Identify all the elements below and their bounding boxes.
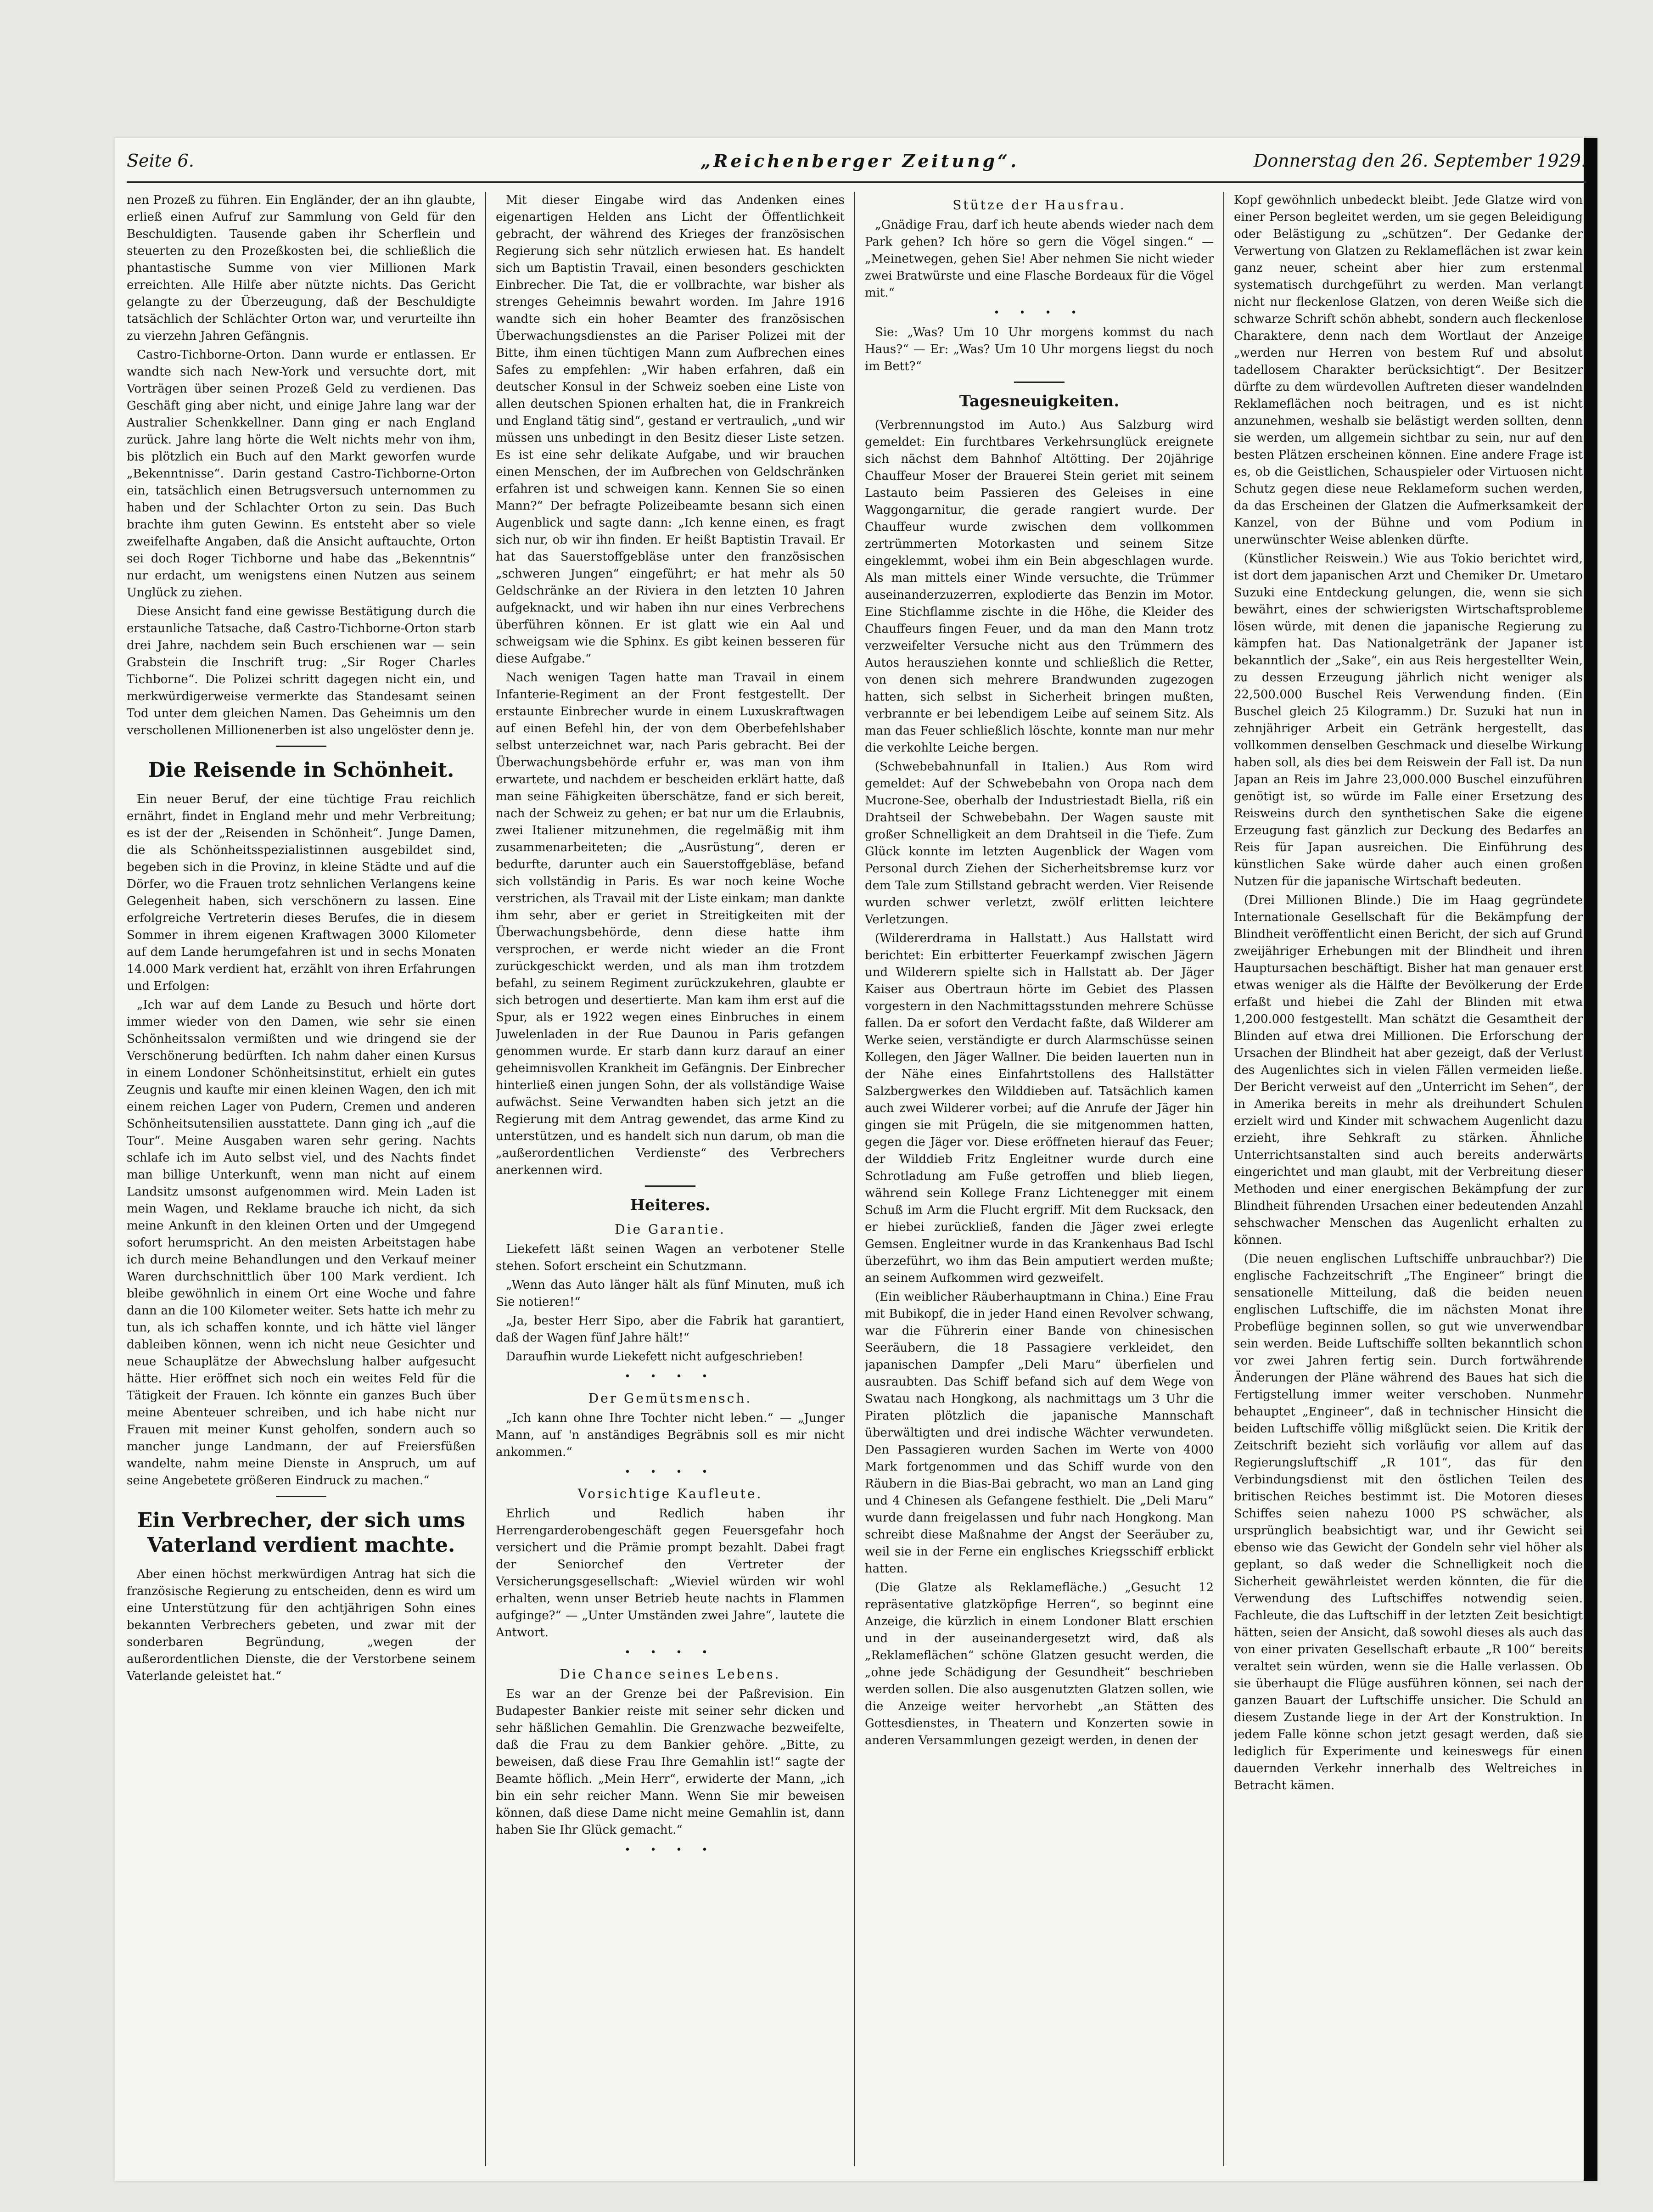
article-text: (Künstlicher Reiswein.) Wie aus Tokio berichtet wird, ist dort dem japanischen Arzt und Chemiker Dr. Umetaro Suzuki eine Entdeckung gelungen, die, wenn sie sich bewährt, eines der schwierigsten Wirtschaftsprobleme lösen würde, mit denen die japanische Regierung zu kämpfen hat. Das Nationalgetränk der Japaner ist bekanntlich der „Sake“, ein aus Reis hergestellter Wein, zu dessen Erzeugung jährlich nicht weniger als 22,500.000 Buschel Reis Verwendung finden. (Ein Buschel gleich 25 Kilogramm.) Dr. Suzuki hat nun in zehnjähriger Arbeit ein Getränk hergestellt, das vollkommen denselben Geschmack und dieselbe Wirkung haben soll, als dies bei dem Reiswein der Fall ist. Da nun Japan an Reis im Jahre 23,000.000 Buschel einzuführen genötigt ist, so würde im Falle einer Ersetzung des Reisweins durch den synthetischen Sake die eigene Erzeugung fast gänzlich zur Deckung des Bedarfes an Reis für Japan ausreichen. Die Einführung des künstlichen Sake würde daher auch einen großen Nutzen für die japanische Wirtschaft bedeuten. [1234,552,1583,888]
article-text: „Ich war auf dem Lande zu Besuch und hörte dort immer wieder von den Damen, wie sehr sie einen Schönheitssalon vermißten und wie dringend sie der Verschönerung bedürften. Ich nahm daher einen Kursus in einem Londoner Schönheitsinstitut, erhielt ein gutes Zeugnis und kaufte mir einen kleinen Wagen, den ich mit einem reichen Lager von Pudern, Cremen und anderen Schönheitsutensilien ausstattete. Dann ging ich „auf die Tour“. Meine Ausgaben waren sehr gering. Nachts schlafe ich im Auto selbst viel, und des Nachts findet man billige Unterkunft, wenn man nicht auf einem Landsitz umsonst aufgenommen wird. Mein Laden ist mein Wagen, und Reklame brauche ich nicht, da sich meine Ankunft in den kleinen Orten und der Umgegend sofort herumspricht. An den meisten Arbeitstagen habe ich durch meine Behandlungen und den Verkauf meiner Waren durchschnittlich über 100 Mark verdient. Ich bleibe gewöhnlich in einem Ort eine Woche und fahre dann an die 100 Kilometer weiter. Sets hatte ich mehr zu tun, als ich schaffen konnte, und ich hätte viel länger dableiben können, wenn ich nicht neue Gesichter und neue Schauplätze der Abwechslung halber aufgesucht hätte. Hier eröffnet sich noch ein weites Feld für die Tätigkeit der Frauen. Ich könnte ein ganzes Buch über meine Abenteuer schreiben, und ich habe nicht nur Frauen mit meiner Kunst geholfen, sondern auch so mancher junge Landmann, der auf Freiersfüßen wandelte, nahm meine Dienste in Anspruch, um auf seine Angebetete größeren Eindruck zu machen.“ [127,998,476,1488]
article-text: Liekefett läßt seinen Wagen an verbotener Stelle stehen. Sofort erscheint ein Schutzmann. [496,1242,845,1273]
column-divider [1223,192,1224,2166]
article-text: Diese Ansicht fand eine gewisse Bestätigung durch die erstaunliche Tatsache, daß Castro-Tichborne-Orton starb drei Jahre, nachdem sein Buch erschienen war — sein Grabstein die Inschrift trug: „Sir Roger Charles Tichborne“. Die Polizei schritt dagegen nicht ein, und merkwürdigerweise vermerkte das Standesamt seinen Tod unter dem gleichen Namen. Das Geheimnis um den verschollenen Millionenerben ist also ungelöster denn je. [127,605,476,737]
article-text: nen Prozeß zu führen. Ein Engländer, der an ihn glaubte, erließ einen Aufruf zur Sammlung von Geld für den Beschuldigten. Tausende gaben ihr Scherflein und steuerten zu den Prozeßkosten bei, die schließlich die phantastische Summe von vier Millionen Mark erreichten. Alle Hilfe aber nützte nichts. Das Gericht gelangte zu der Überzeugung, daß der Beschuldigte tatsächlich der Schlächter Orton war, und verurteilte ihn zu vierzehn Jahren Gefängnis. [127,193,476,343]
article-divider [276,746,326,747]
page-number: Seite 6. [127,151,194,171]
ornament-dots: • • • • [624,1647,716,1658]
scan-border-right [1584,138,1597,2181]
article-text: (Die neuen englischen Luftschiffe unbrauchbar?) Die englische Fachzeitschrift „The Engineer“ bringt die sensationelle Mitteilung, daß die beiden neuen englischen Luftschiffe, die im nächsten Monat ihre Probeflüge beginnen sollen, so gut wie unverwendbar sein werden. Beide Luftschiffe sollten bekanntlich schon vor zwei Jahren fertig sein. Durch fortwährende Änderungen der Pläne während des Baues hat sich die Fertigstellung immer weiter verschoben. Nunmehr behauptet „Engineer“, daß in technischer Hinsicht die beiden Luftschiffe völlig mißglückt seien. Die Kritik der Zeitschrift bezieht sich vorläufig vor allem auf das Regierungsluftschiff „R 101“, das für den Verbindungsdienst mit den östlichen Teilen des britischen Reiches bestimmt ist. Die Motoren dieses Schiffes seien nahezu 1000 PS schwächer, als ursprünglich beabsichtigt war, und ihr Gewicht sei ebenso wie das Gewicht der Gondeln sehr viel höher als geplant, so daß weder die Schnelligkeit noch die Sicherheit gewährleistet werden könnten, die für die Verwendung des Luftschiffes notwendig seien. Fachleute, die das Luftschiff in der letzten Zeit besichtigt hätten, seien der Ansicht, daß sowohl dieses als auch das von einer privaten Gesellschaft erbaute „R 100“ bereits veraltet sein würden, wenn sie die Halle verlassen. Ob sie überhaupt die Flüge ausführen können, sei nach der ganzen Bauart der Luftschiffe unsicher. Die Schuld an diesem Zustande liege in der Art der Konstruktion. In jedem Falle könne schon jetzt gesagt werden, daß sie lediglich für Experimente und keineswegs für einen dauernden Verkehr innerhalb des Weltreiches in Betracht kämen. [1234,1252,1583,1792]
headline-reisende: Die Reisende in Schönheit. [148,758,454,782]
section-heiteres: Heiteres. [630,1196,711,1214]
article-text: Daraufhin wurde Liekefett nicht aufgeschrieben! [506,1350,803,1364]
article-text: Ehrlich und Redlich haben ihr Herrengarderobengeschäft gegen Feuersgefahr hoch versichert und die Prämie prompt bezahlt. Dabei fragt der Seniorchef den Vertreter der Versicherungsgesellschaft: „Wieviel würden wir wohl erhalten, wenn unser Betrieb heute nachts in Flammen aufginge?“ — „Unter Umständen zwei Jahre“, lautete die Antwort. [496,1507,845,1639]
header-rule [127,181,1586,183]
joke-title: Vorsichtige Kaufleute. [577,1486,763,1501]
column-divider [854,192,855,2166]
article-text: (Ein weiblicher Räuberhauptmann in China.) Eine Frau mit Bubikopf, die in jeder Hand einen Revolver schwang, war die Führerin einer Bande von chinesischen Seeräubern, die 18 Passagiere verkleidet, den japanischen Dampfer „Deli Maru“ überfielen und ausraubten. Das Schiff befand sich auf dem Wege von Swatau nach Hongkong, als nachmittags um 3 Uhr die Piraten plötzlich die japanische Mannschaft überwältigten und drei indische Wächter verwundeten. Den Passagieren wurden Sachen im Werte von 4000 Mark fortgenommen und das Schiff wurde von den Räubern in die Bias-Bai gebracht, wo man an Land ging und 4 Chinesen als Gefangene festhielt. Die „Deli Maru“ wurde dann freigelassen und fuhr nach Hongkong. Man schreibt diese Maßnahme der Angst der Seeräuber zu, weil sie in der Ferne ein englisches Kriegsschiff erblickt hatten. [865,1290,1214,1576]
section-tagesneuigkeiten: Tagesneuigkeiten. [959,392,1120,410]
article-text: Nach wenigen Tagen hatte man Travail in einem Infanterie-Regiment an der Front festgestellt. Der erstaunte Einbrecher wurde in einem Luxuskraftwagen auf einen Befehl hin, der von dem Oberbefehlshaber selbst unterzeichnet war, nach Paris gebracht. Bei der Überwachungsbehörde erfuhr er, was man von ihm erwartete, und nachdem er bescheiden erklärt hatte, daß man seine Fähigkeiten überschätze, fand er sich bereit, nach der Schweiz zu gehen; er bat nur um die Erlaubnis, zwei Italiener mitzunehmen, die regelmäßig mit ihm zusammenarbeiteten; die „Ausrüstung“, deren er bedurfte, darunter auch ein Sauerstoffgebläse, befand sich vollständig in Paris. Es war noch keine Woche verstrichen, als Travail mit der Liste einkam; man dankte ihm sehr, aber er geriet in Streitigkeiten mit der Überwachungsbehörde, denn diese hatte ihm versprochen, er werde nicht wieder an die Front zurückgeschickt werden, und als man ihm trotzdem befahl, zu seinem Regiment zurückzukehren, glaubte er sich betrogen und desertierte. Man kam ihm erst auf die Spur, als er 1922 wegen eines Einbruches in einem Juwelenladen in der Rue Daunou in Paris gefangen genommen wurde. Er starb dann kurz darauf an einer geheimnisvollen Krankheit im Gefängnis. Der Einbrecher hinterließ einen jungen Sohn, der als vollständige Waise aufwächst. Seine Verwandten haben sich jetzt an die Regierung mit dem Antrag gewendet, das arme Kind zu unterstützen, und es handelt sich nun darum, ob man die „außerordentlichen Verdienste“ des Verbrechers anerkennen wird. [496,671,845,1177]
article-text: (Die Glatze als Reklamefläche.) „Gesucht 12 repräsentative glatzköpfige Herren“, so beginnt eine Anzeige, die kürzlich in einem Londoner Blatt erschien und in der auseinandergesetzt wird, daß als „Reklameflächen“ schöne Glatzen gesucht werden, die „ohne jede Schädigung der Gesundheit“ beschrieben werden sollen. Die also ausgenutzten Glatzen sollen, wie die Anzeige weiter hervorhebt „an Stätten des Gottesdienstes, in Theatern und Konzerten sowie in anderen Versammlungen gezeigt werden, in denen der [865,1581,1214,1747]
article-text: „Wenn das Auto länger hält als fünf Minuten, muß ich Sie notieren!“ [496,1278,845,1309]
article-text: Es war an der Grenze bei der Paßrevision. Ein Budapester Bankier reiste mit seiner sehr dicken und sehr häßlichen Gemahlin. Die Grenzwache bezweifelte, daß die Frau zu dem Bankier gehöre. „Bitte, zu beweisen, daß diese Frau Ihre Gemahlin ist!“ sagte der Beamte höflich. „Mein Herr“, erwiderte der Mann, „ich bin ein sehr reicher Mann. Wenn Sie mir beweisen können, daß diese Dame nicht meine Gemahlin ist, dann haben Sie Ihr Glück gemacht.“ [496,1687,845,1837]
article-divider [645,1185,695,1187]
headline-verbrecher: Ein Verbrecher, der sich ums Vaterland verdient machte. [137,1509,465,1557]
ornament-dots: • • • • [993,307,1085,319]
article-text: „Ja, bester Herr Sipo, aber die Fabrik hat garantiert, daß der Wagen fünf Jahre hält!“ [496,1314,845,1345]
article-text: Aber einen höchst merkwürdigen Antrag hat sich die französische Regierung zu entscheiden, denn es wird um eine Unterstützung für den achtjährigen Sohn eines bekannten Verbrechers gebeten, und zwar mit der sonderbaren Begründung, „wegen der außerordentlichen Dienste, die der Verstorbene seinem Vaterlande geleistet hat.“ [127,1567,476,1683]
issue-date: Donnerstag den 26. September 1929. [1253,151,1586,171]
joke-title: Die Chance seines Lebens. [560,1667,781,1682]
article-text: (Drei Millionen Blinde.) Die im Haag gegründete Internationale Gesellschaft für die Bekämpfung der Blindheit veröffentlicht einen Bericht, der sich auf Grund zweijähriger Erhebungen mit der Blindheit und ihren Hauptursachen beschäftigt. Bisher hat man genauer erst etwas weniger als die Hälfte der Bevölkerung der Erde erfaßt und hiebei die Zahl der Blinden mit etwa 1,200.000 festgestellt. Man schätzt die Gesamtheit der Blinden auf etwa drei Millionen. Die Erforschung der Ursachen der Blindheit hat aber gezeigt, daß der Verlust des Augenlichtes sich in vielen Fällen vermeiden ließe. Der Bericht verweist auf den „Unterricht im Sehen“, der in Amerika bereits in mehr als dreihundert Schulen erzielt wird und Kinder mit schwachem Augenlicht dazu erzieht, ihre Sehkraft zu stärken. Ähnliche Unterrichtsanstalten sind auch bereits anderwärts eingerichtet und man glaubt, mit der Verbreitung dieser Methoden und einer energischen Bekämpfung der zur Blindheit führenden Ursachen einer bedeutenden Anzahl sehschwacher Menschen das Augenlicht erhalten zu können. [1234,893,1583,1247]
article-divider [276,1496,326,1497]
article-text: Ein neuer Beruf, der eine tüchtige Frau reichlich ernährt, findet in England mehr und mehr Verbreitung; es ist der der „Reisenden in Schönheit“. Junge Damen, die als Schönheitsspezialistinnen ausgebildet sind, begeben sich in die Provinz, in kleine Städte und auf die Dörfer, wo die Frauen trotz sehnlichen Verlangens keine Gelegenheit haben, sich verschönern zu lassen. Eine erfolgreiche Vertreterin dieses Berufes, die in diesem Sommer in ihrem eigenen Kraftwagen 3000 Kilometer auf dem Lande herumgefahren ist und in sechs Monaten 14.000 Mark verdient hat, erzählt von ihren Erfahrungen und Erfolgen: [127,792,476,993]
newspaper-page [115,138,1597,2181]
article-divider [1014,382,1065,383]
joke-title: Die Garantie. [615,1222,726,1237]
newspaper-title: „Reichenberger Zeitung“. [700,151,1020,171]
page-header [127,147,1586,174]
ornament-dots: • • • • [624,1466,716,1478]
article-text: Mit dieser Eingabe wird das Andenken eines eigenartigen Helden ans Licht der Öffentlichkeit gebracht, der während des Krieges der französischen Regierung sich sehr nützlich erwiesen hat. Es handelt sich um Baptistin Travail, einen besonders geschickten Einbrecher. Die Tat, die er vollbrachte, war bisher als strenges Geheimnis bewahrt worden. Im Jahre 1916 wandte sich ein hoher Beamter des französischen Überwachungsdienstes an die Pariser Polizei mit der Bitte, ihm einen tüchtigen Mann zum Aufbrechen eines Safes zu empfehlen: „Wir haben erfahren, daß ein deutscher Konsul in der Schweiz soeben eine Liste von allen deutschen Spionen erhalten hat, die in Frankreich und England tätig sind“, gestand er vertraulich, „und wir müssen uns unbedingt in den Besitz dieser Liste setzen. Es ist eine sehr delikate Aufgabe, und wir brauchen einen Menschen, der im Aufbrechen von Geldschränken erfahren ist und schweigen kann. Kennen Sie so einen Mann?“ Der befragte Polizeibeamte besann sich einen Augenblick und sagte dann: „Ich kenne einen, es fragt sich nur, ob wir ihn finden. Er heißt Baptistin Travail. Er hat das Sauerstoffgebläse unter den französischen „schweren Jungen“ eingeführt; er hat mehr als 50 Geldschränke an der Riviera in den letzten 10 Jahren aufgeknackt, und wir haben ihn nur eines Verbrechens überführen können. Er ist glatt wie ein Aal und schweigsam wie die Sphinx. Es gibt keinen besseren für diese Aufgabe.“ [496,193,845,666]
article-text: Castro-Tichborne-Orton. Dann wurde er entlassen. Er wandte sich nach New-York und versuchte dort, mit Vorträgen über seinen Prozeß Geld zu verdienen. Das Geschäft ging aber nicht, und einige Jahre lang war der Australier Schenkkellner. Dann ging er nach England zurück. Jahre lang hörte die Welt nichts mehr von ihm, bis plötzlich ein Buch auf den Markt geworfen wurde „Bekenntnisse“. Darin gestand Castro-Tichborne-Orton ein, tatsächlich einen Betrugsversuch unternommen zu haben und der Schlachter Orton zu sein. Das Buch brachte ihm guten Gewinn. Es entsteht aber so viele zweifelhafte Angaben, daß die Ansicht auftauchte, Orton sei doch Roger Tichborne und habe das „Bekenntnis“ nur erdacht, um wenigstens einen Nutzen aus seinem Unglück zu ziehen. [127,348,476,600]
article-text: (Verbrennungstod im Auto.) Aus Salzburg wird gemeldet: Ein furchtbares Verkehrsunglück ereignete sich nächst dem Bahnhof Altötting. Der 20jährige Chauffeur Moser der Brauerei Stein geriet mit seinem Lastauto beim Passieren des Geleises in eine Waggongarnitur, die gerade rangiert wurde. Der Chauffeur wurde zwischen dem vollkommen zertrümmerten Motorkasten und seinem Sitze eingeklemmt, wobei ihm ein Bein abgeschlagen wurde. Als man mittels einer Winde versuchte, die Trümmer auseinanderzuzerren, explodierte das Benzin im Motor. Eine Stichflamme zischte in die Höhe, die Kleider des Chauffeurs fingen Feuer, und da man den Mann trotz verzweifelter Versuche nicht aus den Trümmern des Autos herausziehen konnte und schließlich die Retter, von denen sich mehrere Brandwunden zugezogen hatten, sich selbst in Sicherheit bringen mußten, verbrannte er bei lebendigem Leibe auf seinem Sitz. Als man das Feuer schließlich löschte, konnte man nur mehr die verkohlte Leiche bergen. [865,418,1214,755]
column-2 [496,192,845,2166]
column-divider [485,192,486,2166]
article-text: „Ich kann ohne Ihre Tochter nicht leben.“ — „Junger Mann, auf 'n anständiges Begräbnis soll es mir nicht ankommen.“ [496,1411,845,1459]
column-3 [865,192,1214,2166]
ornament-dots: • • • • [624,1371,716,1382]
ornament-dots: • • • • [624,1844,716,1856]
article-text: Sie: „Was? Um 10 Uhr morgens kommst du nach Haus?“ — Er: „Was? Um 10 Uhr morgens liegst du noch im Bett?“ [865,326,1214,373]
joke-title: Stütze der Hausfrau. [953,197,1126,213]
joke-title: Der Gemütsmensch. [588,1391,752,1406]
column-4 [1234,192,1583,2166]
article-text: (Schwebebahnunfall in Italien.) Aus Rom wird gemeldet: Auf der Schwebebahn von Oropa nach dem Mucrone-See, oberhalb der Industriestadt Biella, riß ein Drahtseil der Schwebebahn. Der Wagen sauste mit großer Schnelligkeit an dem Drahtseil in die Tiefe. Zum Glück konnte im letzten Augenblick der Wagen vom Personal durch Ziehen der Sicherheitsbremse kurz vor dem Tale zum Stillstand gebracht werden. Vier Reisende wurden schwer verletzt, zwölf erlitten leichtere Verletzungen. [865,760,1214,926]
article-text: Kopf gewöhnlich unbedeckt bleibt. Jede Glatze wird von einer Person begleitet werden, um sie gegen Beleidigung oder Belästigung zu „schützen“. Der Gedanke der Verwertung von Glatzen zu Reklameflächen ist zwar kein ganz neuer, scheint aber hier zum erstenmal systematisch durchgeführt zu werden. Man verlangt nicht nur fleckenlose Glatzen, von deren Weiße sich die schwarze Schrift schön abhebt, sondern auch fleckenlose Charaktere, denn nach dem Wortlaut der Anzeige „werden nur Herren von bestem Ruf und absolut tadellosem Charakter berücksichtigt“. Der Besitzer dürfte zu dem würdevollen Auftreten dieser wandelnden Reklameflächen noch beitragen, und es ist nicht anzunehmen, weshalb sie belästigt werden sollten, denn sie werden, um allgemein sichtbar zu sein, nur auf den besten Plätzen erscheinen können. Eine andere Frage ist es, ob die Geistlichen, Schauspieler oder Virtuosen nicht Schutz gegen diese neue Reklameform suchen werden, da das Erscheinen der Glatzen die Aufmerksamkeit der Kanzel, von der Bühne und vom Podium in unerwünschter Weise ablenken dürfte. [1234,193,1583,547]
column-1 [127,192,476,2166]
article-text: (Wildererdrama in Hallstatt.) Aus Hallstatt wird berichtet: Ein erbitterter Feuerkampf zwischen Jägern und Wilderern spielte sich in Hallstatt ab. Der Jäger Kaiser aus Obertraun hörte im Gebiet des Plassen vorgestern in den Nachmittagsstunden mehrere Schüsse fallen. Da er sofort den Verdacht faßte, daß Wilderer am Werke seien, verständigte er durch Alarmschüsse seinen Kollegen, den Jäger Wallner. Die beiden lauerten nun in der Nähe eines Einfahrtstollens des Hallstätter Salzbergwerkes den Wilddieben auf. Tatsächlich kamen auch zwei Wilderer vorbei; auf die Anrufe der Jäger hin gingen sie mit Prügeln, die sie mitgenommen hatten, gegen die Jäger vor. Diese eröffneten hierauf das Feuer; der Wilddieb Fritz Engleitner wurde durch eine Schrotladung am Fuße getroffen und blieb liegen, während sein Kollege Franz Lichtenegger mit einem Schuß im Arm die Flucht ergriff. Mit dem Rucksack, den er hiebei zurückließ, fanden die Jäger zwei erlegte Gemsen. Engleitner wurde in das Krankenhaus Bad Ischl überzeführt, wo ihm das Bein amputiert werden mußte; an seinem Aufkommen wird gezweifelt. [865,932,1214,1285]
article-text: „Gnädige Frau, darf ich heute abends wieder nach dem Park gehen? Ich höre so gern die Vögel singen.“ — „Meinetwegen, gehen Sie! Aber nehmen Sie nicht wieder zwei Bratwürste und eine Flasche Bordeaux für die Vögel mit.“ [865,218,1214,300]
